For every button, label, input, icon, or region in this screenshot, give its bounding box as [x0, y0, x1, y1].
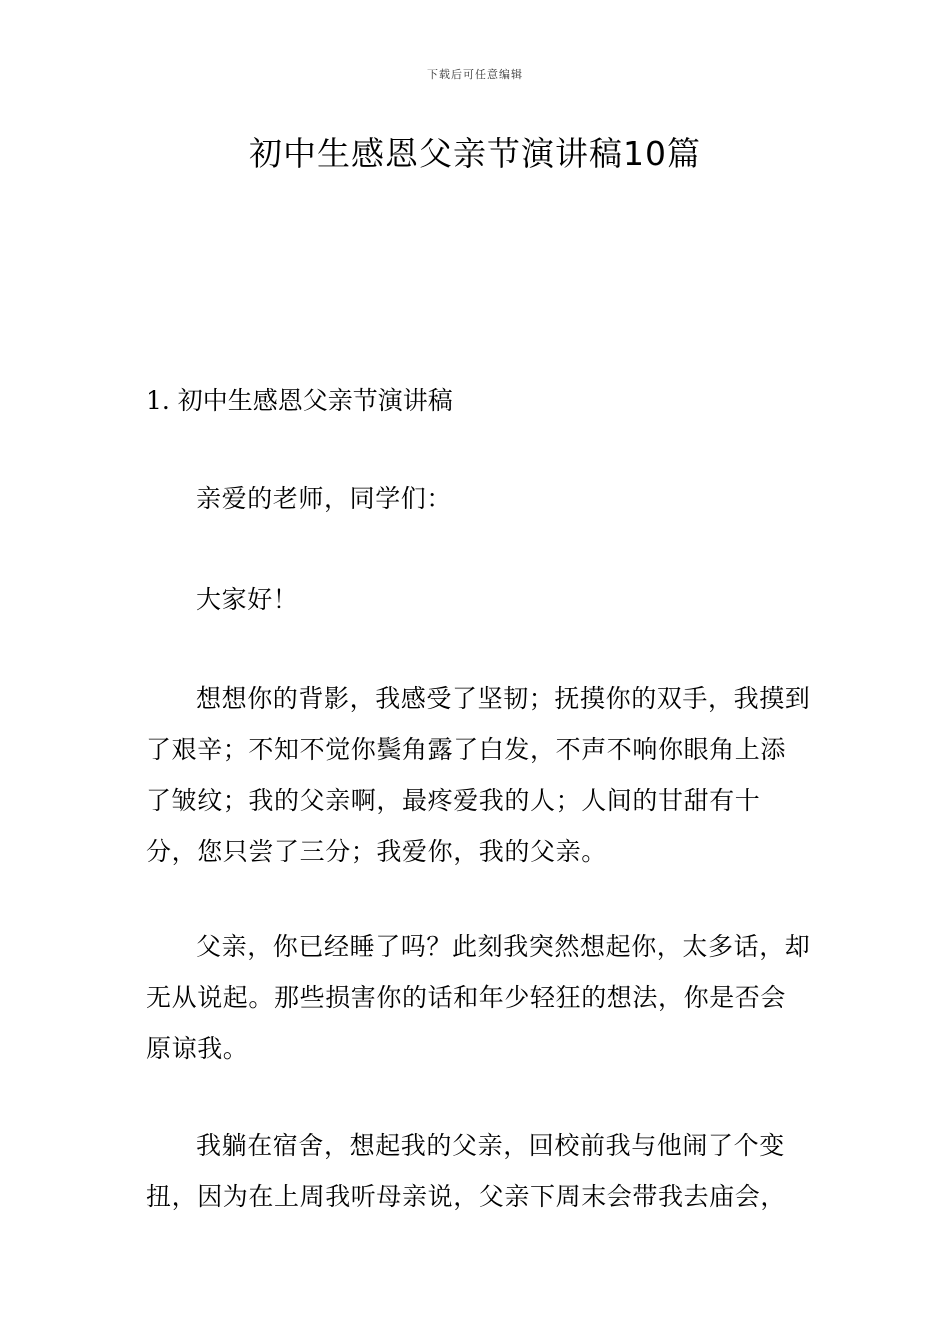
paragraph-body: 我躺在宿舍，想起我的父亲，回校前我与他闹了个变扭，因为在上周我听母亲说，父亲下周末会带我去庙会，: [146, 1131, 787, 1211]
document-title: 初中生感恩父亲节演讲稿10篇: [249, 134, 701, 173]
paragraph-body: 想想你的背影，我感受了坚韧；抚摸你的双手，我摸到了艰辛；不知不觉你鬓角露了白发，不声不响你眼角上添了皱纹；我的父亲啊，最疼爱我的人；人间的甘甜有十分，您只尝了三分；我爱你，我的父亲。: [146, 684, 811, 866]
header-note: 下载后可任意编辑: [427, 68, 523, 81]
paragraph-greeting: 亲爱的老师，同学们：: [196, 484, 453, 513]
section-heading: 1. 初中生感恩父亲节演讲稿: [146, 386, 453, 415]
paragraph-hello: 大家好！: [196, 585, 299, 614]
paragraph-body: 父亲，你已经睡了吗？此刻我突然想起你，太多话，却无从说起。那些损害你的话和年少轻狂的想法，你是否会原谅我。: [146, 932, 811, 1063]
